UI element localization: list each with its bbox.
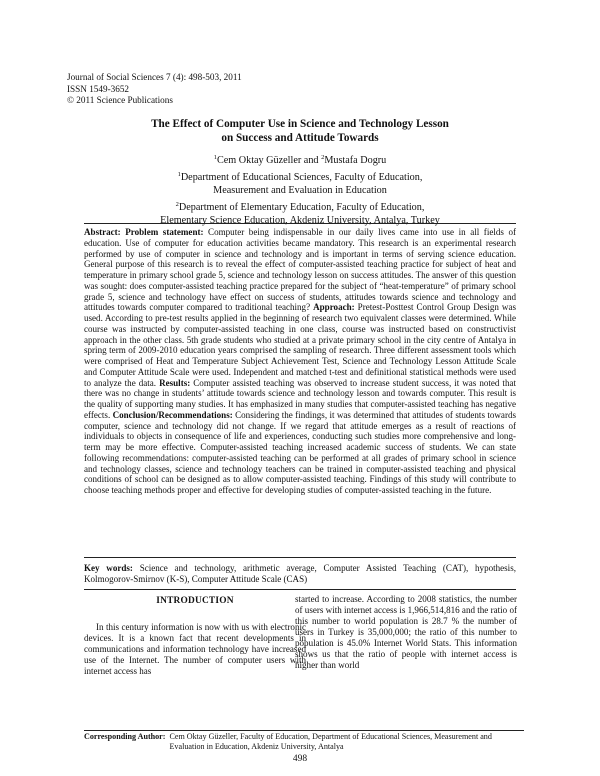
approach-text: Pretest-Posttest Control Group Design was used. According to pre-test results applied in the beginning of research two equivalent classes were determined. While course was instructed by computer-assisted teaching in one class, course was instructed based on constructivist approach in the other class. 5th grade students who studied at a private primary school in the city centre of Antalya in spring term of 2009-2010 education years comprised the sampling of research. Three different assessment tools which were comprised of Heat and Temperature Subject Achievement Test, Science and Technology Lesson Attitude Scale and Computer Attitude Scale were used. Independent and matched t-test and definitional statistical methods were used to analyze the data.	[84, 302, 516, 388]
affiliation-1-line-2: Measurement and Evaluation in Education	[213, 185, 387, 197]
keywords-bottom-rule	[84, 589, 516, 590]
left-column	[84, 594, 306, 677]
problem-statement-label: Problem statement:	[125, 227, 204, 237]
journal-issn: ISSN 1549-3652	[67, 83, 130, 94]
affiliation-2-text: Department of Elementary Education, Faculty of Education,	[178, 201, 425, 213]
affiliation-2-line-2: Elementary Science Education, Akdeniz University, Antalya, Turkey	[160, 215, 440, 227]
footnote-rule	[84, 730, 524, 731]
corresponding-author-text: Cem Oktay Güzeller, Faculty of Education, Department of Educational Sciences, Measurement and Evaluation in Education, Akdeniz University, Antalya	[169, 732, 492, 751]
conclusion-label: Conclusion/Recommendations:	[112, 409, 233, 420]
keywords-top-rule	[84, 557, 516, 558]
journal-citation: Journal of Social Sciences 7 (4): 498-503, 2011	[67, 72, 242, 82]
introduction-heading: INTRODUCTION	[156, 596, 234, 606]
introduction-paragraph-left: In this century information is now with us with electronic devices. It is a known fact that recent developments in communications and information technology have increased use of the Internet. The number of computer users with internet access has	[84, 622, 306, 676]
journal-copyright: © 2011 Science Publications	[67, 95, 173, 105]
conclusion-text: Considering the findings, it was determined that attitudes of students towards computer, science and technology did not change. If we regard that attitude emerges as a result of reactions of individuals to objects in consequence of life and experiences, conducting such studies more comprehensive and long-term may be more effective. Computer-assisted teaching increased academic success of students. We can state following recommendations: computer-assisted teaching can be performed at all grades of primary school in science and technology classes, science and technology teachers can be trained in computer-assisted teaching and physical conditions of school can be designed as to allow computer-assisted teaching. Findings of this study will contribute to choose teaching methods proper and effective for developing studies of computer-assisted teaching in the future.	[84, 409, 516, 495]
author-2-name: Mustafa Dogru	[324, 155, 387, 166]
approach-label: Approach:	[313, 302, 355, 313]
footnote-row	[84, 732, 524, 751]
problem-statement-text: Computer being indispensable in our daily lives came into use in all fields of education. Use of computer for education activities became mandatory. This research is an experimental research performed by use of computer in science and technology and is important in terms of serving science education. General purpose of this research is to reveal the effect of computer-assisted teaching practice for subject of heat and temperature in primary school grade 5, science and technology lesson on success attitudes. The answer of this question was sought: does computer-assisted teaching practice prepared for the subject of “heat-temperature” of primary school grade 5, science and technology have effect on success of students, attitudes towards science and technology and attitudes towards computer compared to traditional teaching?	[84, 227, 516, 313]
author-1-name: Cem Oktay Güzeller and	[216, 155, 322, 166]
affiliation-2-marker: 2	[175, 200, 179, 208]
keywords-label: Key words:	[84, 563, 133, 573]
affiliation-2-line-1	[90, 198, 510, 215]
author-names	[90, 151, 510, 168]
paper-title	[90, 117, 510, 145]
affiliation-1-text: Department of Educational Sciences, Faculty of Education,	[180, 171, 423, 183]
corresponding-author-label: Corresponding Author:	[84, 732, 166, 741]
keywords	[84, 563, 516, 585]
author-1-marker: 1	[213, 154, 217, 161]
abstract-label: Abstract:	[84, 227, 121, 237]
results-label: Results:	[159, 377, 191, 388]
introduction-paragraph-right: started to increase. According to 2008 statistics, the number of users with internet access is 1,966,514,816 and the ratio of this number to world population is 28.7 % the number of users in Turkey is 35,000,000; the ratio of this number to population is 45.0% Internet World Stats. This information shows us that the ratio of people with internet access is higher than world	[295, 594, 517, 670]
journal-info	[67, 72, 242, 107]
abstract	[84, 227, 516, 496]
keywords-text: Science and technology, arithmetic average, Computer Assisted Teaching (CAT), hypothesis, Kolmogorov-Smirnov (K-S), Computer Attitude Scale (CAS)	[84, 563, 516, 584]
corresponding-author-footnote	[84, 732, 524, 751]
results-text: Computer assisted teaching was observed to increase student success, it was noted that there was no change in students’ attitude towards science and technology lesson and towards computer. This result is the quality of supporting many studies. It has emphasized in many studies that computer-assisted teaching has negative effects.	[84, 377, 516, 420]
affiliation-1-line-1	[90, 168, 510, 185]
title-line-1: The Effect of Computer Use in Science and Technology Lesson	[151, 118, 449, 130]
abstract-top-rule	[84, 223, 516, 224]
affiliation-1-marker: 1	[177, 170, 181, 178]
author-block	[90, 151, 510, 228]
page-number: 498	[292, 754, 308, 764]
author-2-marker: 2	[321, 154, 325, 161]
right-column	[295, 594, 517, 671]
title-line-2: on Success and Attitude Towards	[221, 132, 379, 144]
